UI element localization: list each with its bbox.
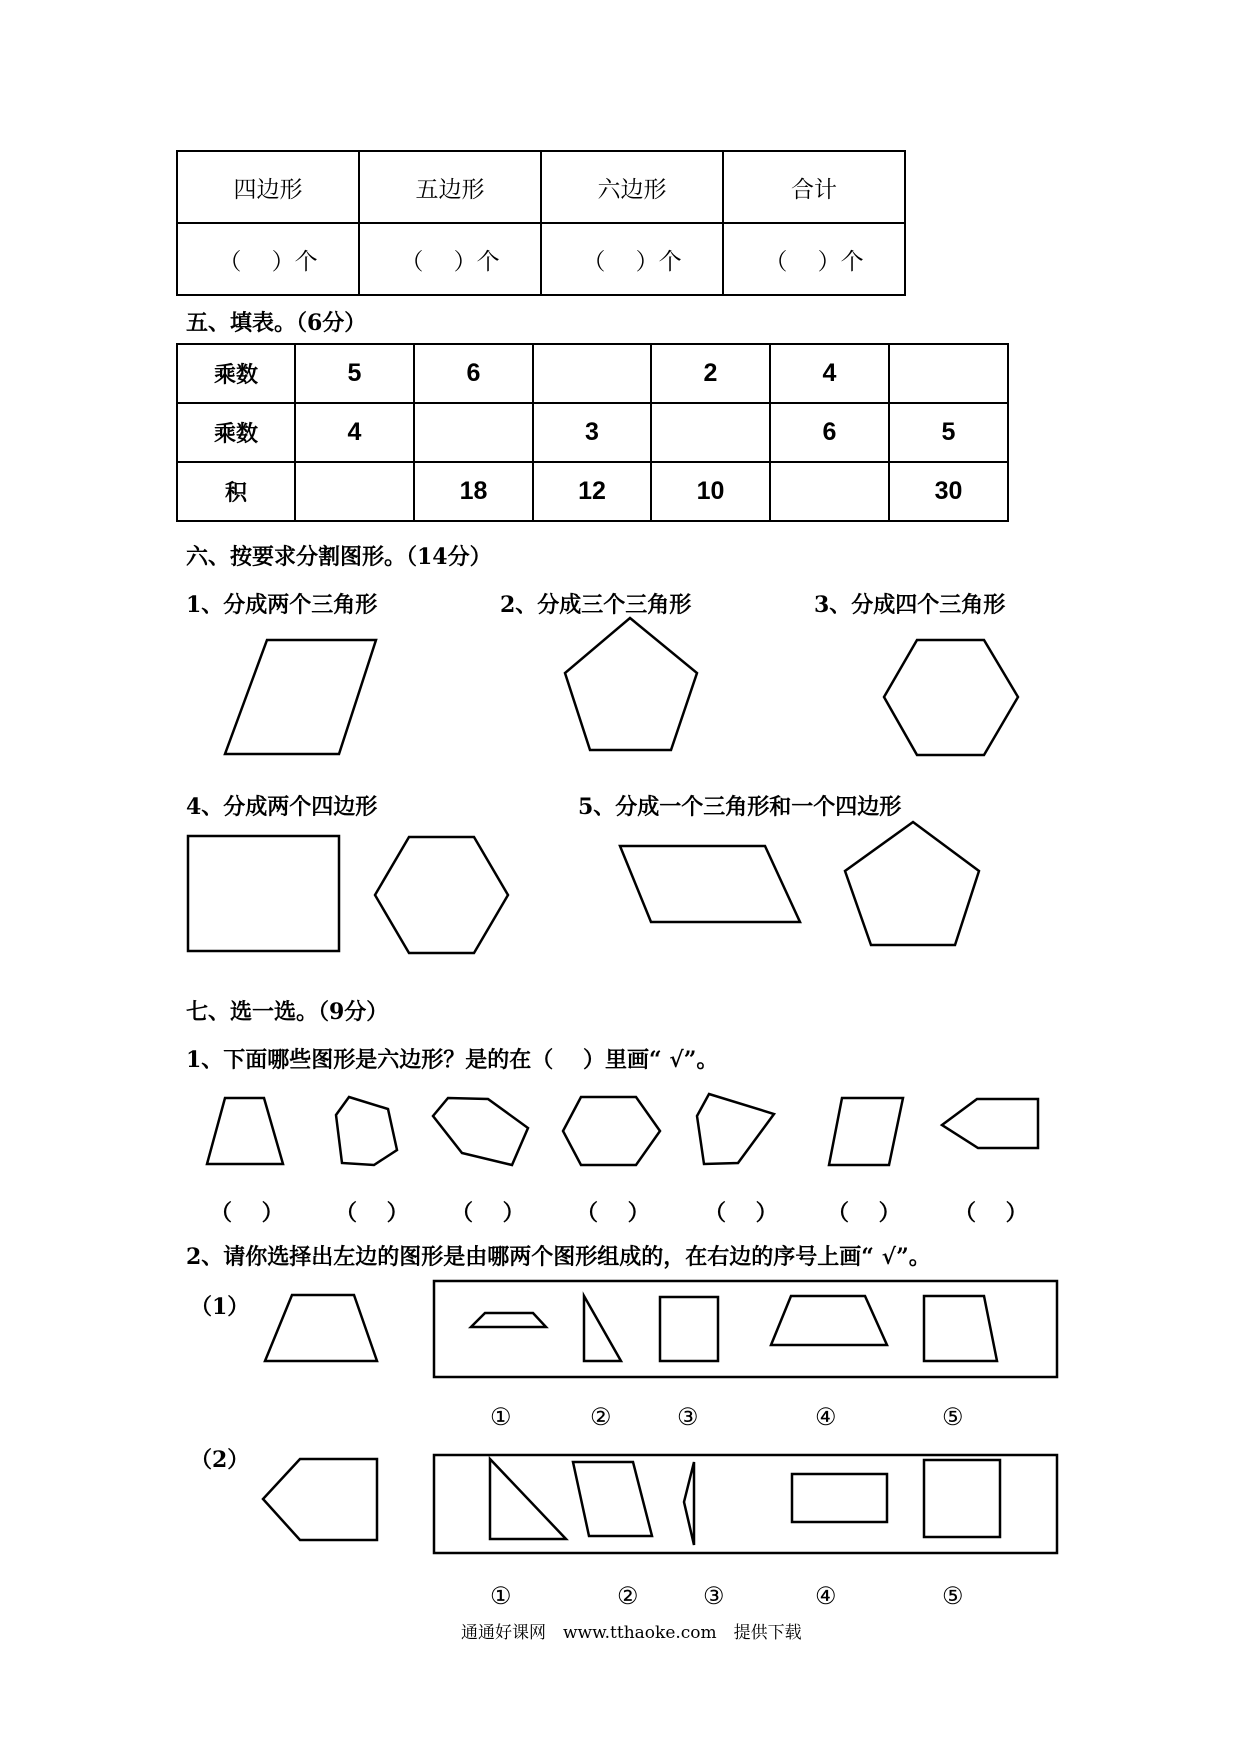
part1-option-3-number[interactable]: ③: [677, 1403, 699, 1431]
part-2-label: （2）: [190, 1447, 250, 1473]
cell-r2-c6[interactable]: 5: [889, 403, 1008, 462]
option-triangle-shape: [684, 1462, 694, 1545]
cell-r1-c5[interactable]: 4: [770, 344, 889, 403]
cell-r1-c1[interactable]: 5: [295, 344, 414, 403]
answer-blank-5[interactable]: （ ）: [704, 1200, 778, 1226]
footer-note: 通通好课网 www.tthaoke.com 提供下载: [461, 1623, 802, 1643]
cell-r3-c4[interactable]: 10: [651, 462, 770, 521]
option-trapezoid-shape: [771, 1296, 887, 1345]
parallelogram-shape: [829, 1098, 903, 1165]
cell-r3-c6[interactable]: 30: [889, 462, 1008, 521]
trapezoid-shape: [207, 1098, 283, 1164]
cell-r1-c4[interactable]: 2: [651, 344, 770, 403]
answer-blank-1[interactable]: （ ）: [210, 1200, 284, 1226]
cell-r3-c3[interactable]: 12: [533, 462, 651, 521]
part1-option-4-number[interactable]: ④: [815, 1403, 837, 1431]
header-quadrilateral: 四边形: [177, 151, 359, 223]
answer-blank-3[interactable]: （ ）: [451, 1200, 525, 1226]
hexagon-shape: [336, 1097, 397, 1165]
cell-r3-c2[interactable]: 18: [414, 462, 533, 521]
cell-r2-c1[interactable]: 4: [295, 403, 414, 462]
option-small-trapezoid-shape: [471, 1313, 546, 1327]
hexagon-shape: [433, 1098, 528, 1165]
pentagon-shape: [942, 1099, 1038, 1148]
task-2-label: 2、分成三个三角形: [500, 592, 692, 618]
part2-option-4-number[interactable]: ④: [815, 1582, 837, 1610]
section6-title: 六、按要求分割图形。（14分）: [186, 544, 492, 570]
part2-option-3-number[interactable]: ③: [703, 1582, 725, 1610]
header-total: 合计: [723, 151, 905, 223]
part1-option-1-number[interactable]: ①: [490, 1403, 512, 1431]
cell-r1-c2[interactable]: 6: [414, 344, 533, 403]
option-rectangle-shape: [660, 1297, 718, 1361]
option-parallelogram-shape: [573, 1462, 652, 1536]
part2-option-2-number[interactable]: ②: [617, 1582, 639, 1610]
option-right-triangle-shape: [490, 1459, 566, 1539]
answer-blank-6[interactable]: （ ）: [827, 1200, 901, 1226]
option-triangle-shape: [584, 1296, 621, 1361]
composite-pentagon-shape: [263, 1459, 377, 1540]
row-label-factor-1: 乘数: [177, 344, 295, 403]
option-square-shape: [924, 1460, 1000, 1537]
answer-blank-4[interactable]: （ ）: [576, 1200, 650, 1226]
hexagon-shape: [884, 640, 1018, 755]
section7-title: 七、选一选。（9分）: [186, 999, 389, 1025]
row-label-factor-2: 乘数: [177, 403, 295, 462]
header-hexagon: 六边形: [541, 151, 723, 223]
option-right-trapezoid-shape: [924, 1296, 997, 1361]
cell-r2-c5[interactable]: 6: [770, 403, 889, 462]
section5-title: 五、填表。（6分）: [186, 310, 367, 336]
part1-option-5-number[interactable]: ⑤: [942, 1403, 964, 1431]
answer-blank-7[interactable]: （ ）: [954, 1200, 1028, 1226]
task-5-label: 5、分成一个三角形和一个四边形: [578, 794, 902, 820]
parallelogram-shape: [620, 846, 800, 922]
row-label-product: 积: [177, 462, 295, 521]
answer-blank-2[interactable]: （ ）: [335, 1200, 409, 1226]
part-1-label: （1）: [190, 1294, 250, 1320]
pentagon-shape: [565, 618, 697, 750]
composite-trapezoid-shape: [265, 1295, 377, 1361]
hexagon-shape: [563, 1097, 660, 1165]
count-blank-hexagon[interactable]: （ ）个: [541, 223, 723, 295]
pentagon-shape: [697, 1094, 774, 1164]
task-4-label: 4、分成两个四边形: [186, 794, 378, 820]
parallelogram-shape: [225, 640, 376, 754]
count-blank-quadrilateral[interactable]: （ ）个: [177, 223, 359, 295]
option-rectangle-shape: [792, 1474, 887, 1522]
part1-option-2-number[interactable]: ②: [590, 1403, 612, 1431]
hexagon-shape: [375, 837, 508, 953]
part2-option-1-number[interactable]: ①: [490, 1582, 512, 1610]
part2-option-5-number[interactable]: ⑤: [942, 1582, 964, 1610]
question-1: 1、下面哪些图形是六边形？是的在（ ）里画“ √”。: [186, 1047, 719, 1073]
task-1-label: 1、分成两个三角形: [186, 592, 378, 618]
cell-r2-c3[interactable]: 3: [533, 403, 651, 462]
header-pentagon: 五边形: [359, 151, 541, 223]
rectangle-shape: [188, 836, 339, 951]
count-blank-pentagon[interactable]: （ ）个: [359, 223, 541, 295]
pentagon-shape: [845, 822, 979, 945]
question-2: 2、请你选择出左边的图形是由哪两个图形组成的，在右边的序号上画“ √”。: [186, 1244, 931, 1270]
count-blank-total[interactable]: （ ）个: [723, 223, 905, 295]
task-3-label: 3、分成四个三角形: [814, 592, 1006, 618]
